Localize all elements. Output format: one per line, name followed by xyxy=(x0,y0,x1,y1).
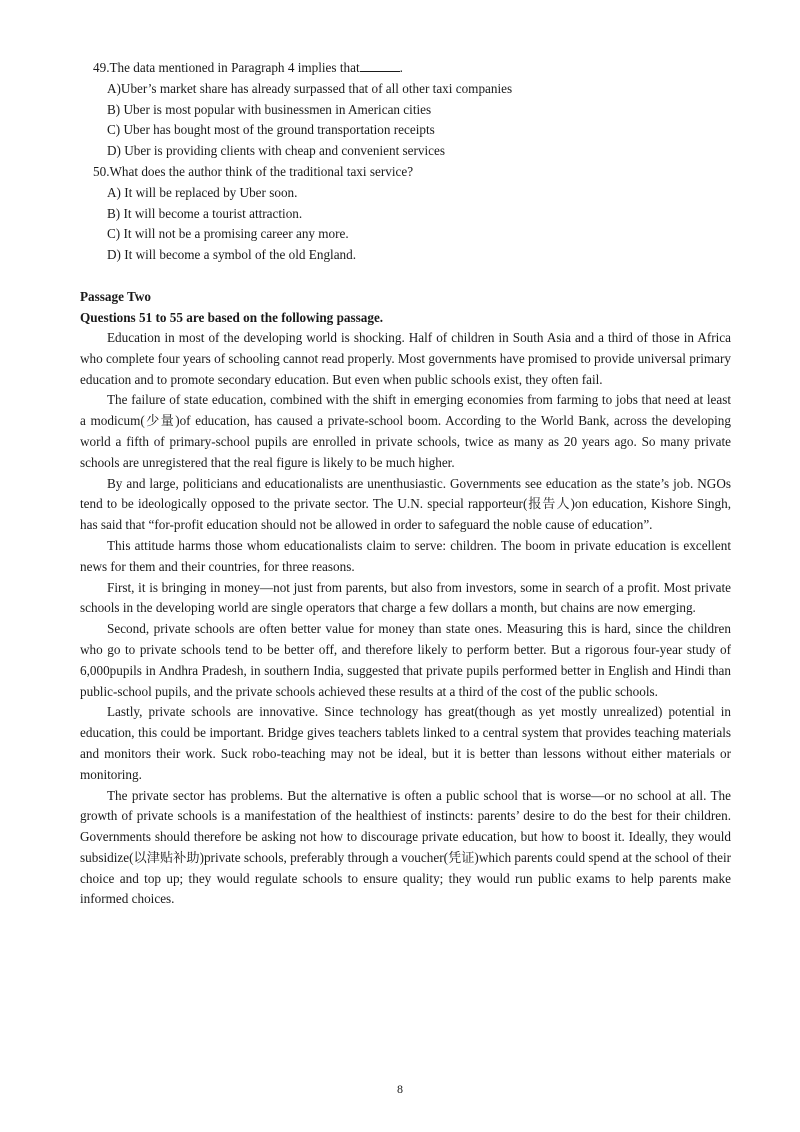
passage-paragraph-3: By and large, politicians and educationalists are unenthusiastic. Governments see education as the state’s job. NGOs tend to be ideologically opposed to the private sector. The U.N. special rapporteur(报告人)on education, Kishore Singh, has said that “for-profit education should not be allowed in order to safeguard the noble cause of education”. xyxy=(80,475,731,533)
passage-header xyxy=(80,286,731,328)
answer-blank xyxy=(360,58,400,72)
passage-paragraph-1: Education in most of the developing world is shocking. Half of children in South Asia and a third of those in Africa who complete four years of schooling cannot read properly. Most governments have promised to provide universal primary education and to promote secondary education. But even when public schools exist, they often fail. xyxy=(80,329,731,387)
passage-paragraph-7: Lastly, private schools are innovative. Since technology has great(though as yet mostly unrealized) potential in education, this could be important. Bridge gives teachers tablets linked to a central system that provides teaching materials and monitors their work. Suck robo-teaching may not be ideal, but it is better than lessons without either materials or monitoring. xyxy=(80,704,731,782)
question-49-option-b: B) Uber is most popular with businessmen in American cities xyxy=(107,101,432,117)
page-content xyxy=(80,58,731,910)
question-50-option-a: A) It will be replaced by Uber soon. xyxy=(107,184,298,200)
question-49 xyxy=(80,58,731,162)
passage-paragraph-4: This attitude harms those whom educationalists claim to serve: children. The boom in private education is excellent news for them and their countries, for three reasons. xyxy=(80,537,731,574)
question-50 xyxy=(80,162,731,266)
question-49-option-c: C) Uber has bought most of the ground transportation receipts xyxy=(107,122,435,138)
passage-title: Passage Two xyxy=(80,288,151,304)
question-49-stem xyxy=(80,58,731,79)
question-50-option-b: B) It will become a tourist attraction. xyxy=(107,205,303,221)
passage-paragraph-6: Second, private schools are often better value for money than state ones. Measuring this is hard, since the children who go to private schools tend to be better off, and therefore likely to perform better. But a rigorous four-year study of 6,000pupils in Andhra Pradesh, in southern India, suggested that private pupils performed better in English and Hindi than public-school pupils, and the private schools achieved these results at a third of the cost of the public schools. xyxy=(80,621,731,699)
passage-body xyxy=(80,328,731,910)
question-49-option-d: D) Uber is providing clients with cheap and convenient services xyxy=(107,143,446,159)
question-49-option-a: A)Uber’s market share has already surpassed that of all other taxi companies xyxy=(107,80,513,96)
page-number: 8 xyxy=(397,1082,403,1096)
passage-paragraph-5: First, it is bringing in money—not just from parents, but also from investors, some in search of a profit. Most private schools in the developing world are single operators that charge a few dollars a month, but chains are now emerging. xyxy=(80,579,731,616)
passage-paragraph-8: The private sector has problems. But the alternative is often a public school that is worse—or no school at all. The growth of private schools is a manifestation of the healthiest of instincts: parents’ desire to do the best for their children. Governments should therefore be asking not how to discourage private education, but how to boost it. Ideally, they would subsidize(以津贴补助)private schools, preferably through a voucher(凭证)which parents could spend at the school of their choice and top up; they would regulate schools to ensure quality; they would run public exams to help parents make informed choices. xyxy=(80,787,731,907)
passage-paragraph-2: The failure of state education, combined with the shift in emerging economies from farming to jobs that need at least a modicum(少量)of education, has caused a private-school boom. According to the World Bank, across the developing world a fifth of primary-school pupils are enrolled in private schools, twice as many as 20 years ago. So many private schools are unregistered that the real figure is likely to be much higher. xyxy=(80,392,731,470)
question-50-option-c: C) It will not be a promising career any more. xyxy=(107,226,349,242)
question-50-stem: 50.What does the author think of the traditional taxi service? xyxy=(93,163,414,179)
passage-instruction: Questions 51 to 55 are based on the following passage. xyxy=(80,309,384,325)
question-49-stem-end: . xyxy=(399,60,403,75)
question-49-stem-text: 49.The data mentioned in Paragraph 4 implies that xyxy=(93,60,360,75)
question-50-option-d: D) It will become a symbol of the old England. xyxy=(107,247,357,263)
